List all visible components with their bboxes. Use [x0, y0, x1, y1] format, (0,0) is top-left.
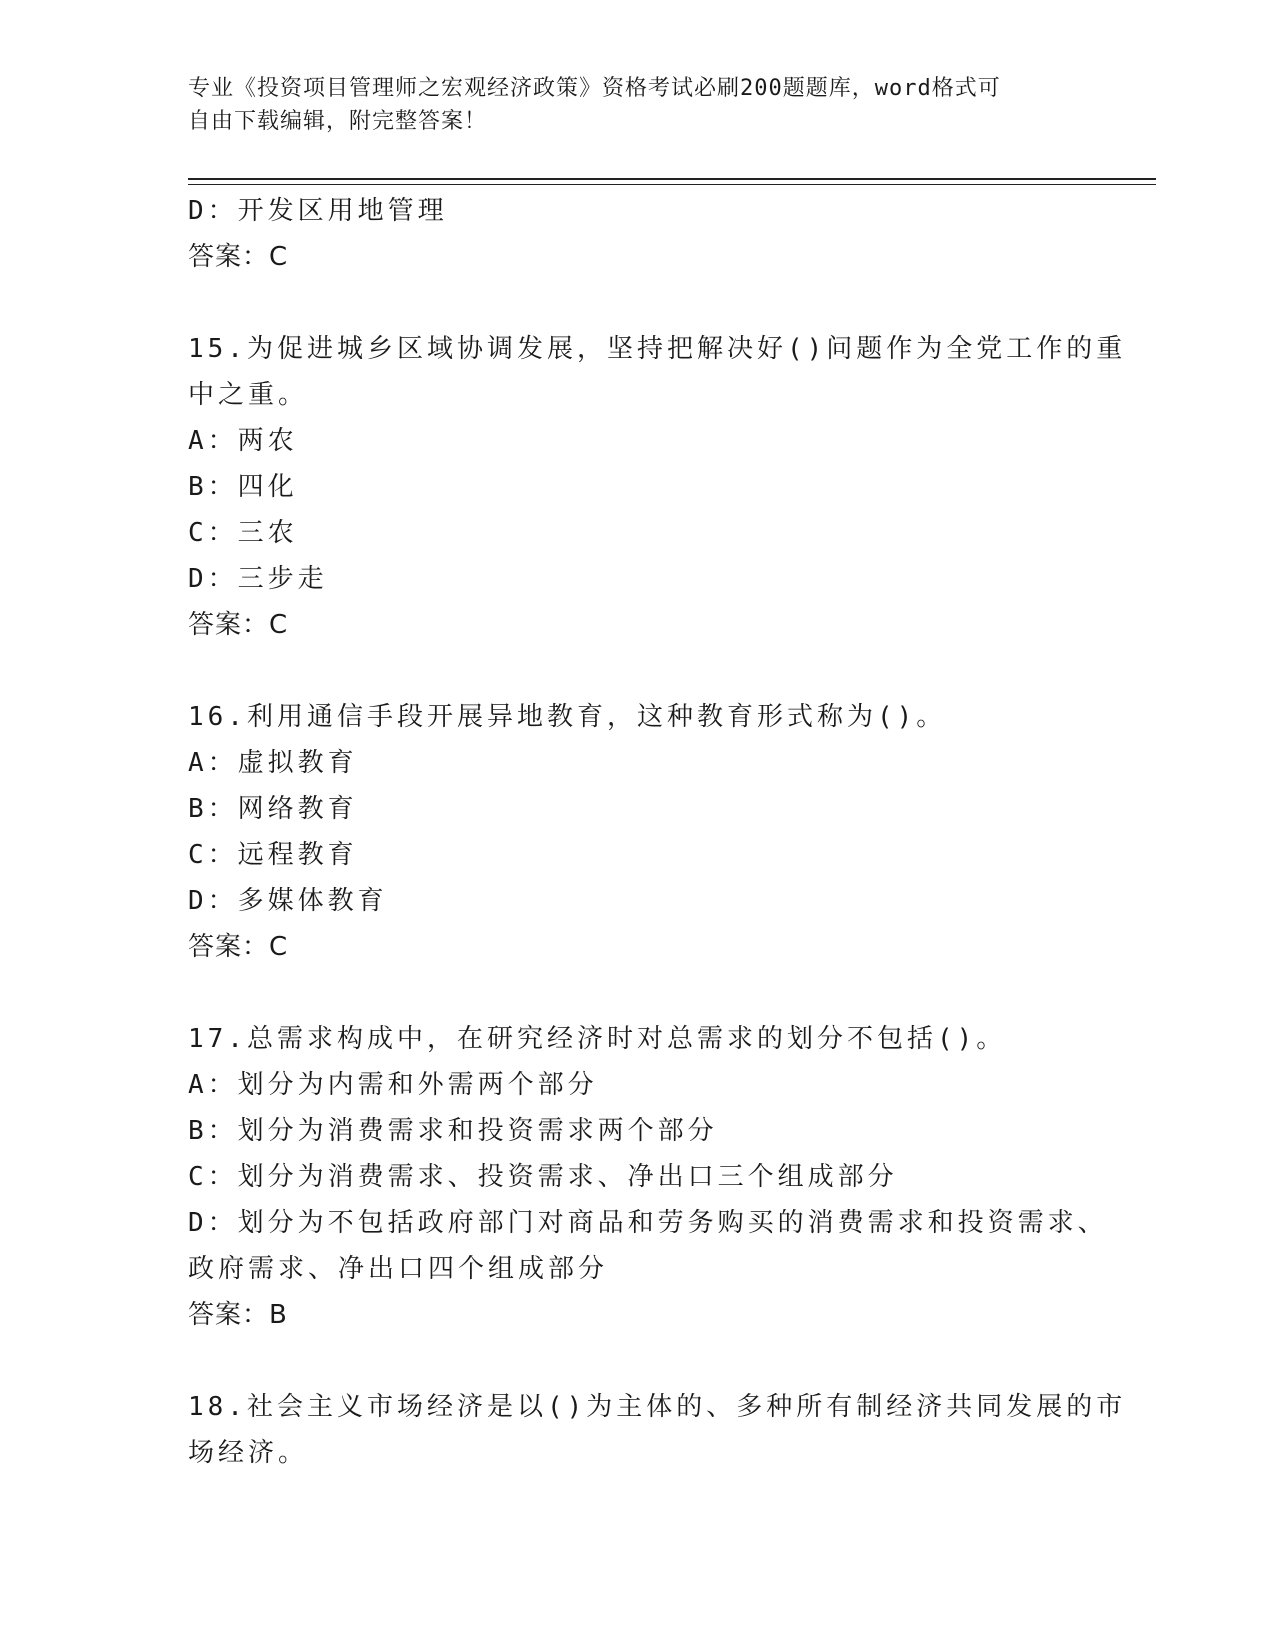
question-text: 15.为促进城乡区域协调发展，坚持把解决好()问题作为全党工作的重 — [188, 334, 1127, 364]
question-text-cont: 中之重。 — [188, 380, 309, 410]
answer: 答案：B — [188, 1300, 288, 1330]
option-b: B：划分为消费需求和投资需求两个部分 — [188, 1116, 718, 1146]
spacer — [188, 648, 1088, 694]
question-16 — [188, 694, 1088, 970]
option-d: D：三步走 — [188, 564, 328, 594]
spacer — [188, 280, 1088, 326]
document-header — [188, 72, 1088, 138]
option-a: A：虚拟教育 — [188, 748, 358, 778]
question-text: 17.总需求构成中，在研究经济时对总需求的划分不包括()。 — [188, 1024, 1007, 1054]
option-a: A：两农 — [188, 426, 298, 456]
answer: 答案：C — [188, 932, 289, 962]
option-b: B：四化 — [188, 472, 298, 502]
spacer — [188, 1338, 1088, 1384]
question-18 — [188, 1384, 1127, 1476]
question-17 — [188, 1016, 1108, 1338]
option-c: C：划分为消费需求、投资需求、净出口三个组成部分 — [188, 1162, 898, 1192]
option-c: C：三农 — [188, 518, 298, 548]
option-b: B：网络教育 — [188, 794, 358, 824]
answer: 答案：C — [188, 242, 289, 272]
question-content — [188, 188, 1127, 1476]
header-rule-thick — [188, 178, 1156, 180]
question-text-cont: 场经济。 — [188, 1438, 309, 1468]
answer: 答案：C — [188, 610, 289, 640]
option-d: D：划分为不包括政府部门对商品和劳务购买的消费需求和投资需求、 — [188, 1208, 1108, 1238]
option-d: D：多媒体教育 — [188, 886, 388, 916]
option-a: A：划分为内需和外需两个部分 — [188, 1070, 598, 1100]
header-line-1: 专业《投资项目管理师之宏观经济政策》资格考试必刷200题题库，word格式可 — [188, 76, 1001, 101]
question-text: 16.利用通信手段开展异地教育，这种教育形式称为()。 — [188, 702, 947, 732]
header-line-2: 自由下载编辑，附完整答案！ — [188, 109, 488, 134]
header-rule-thin — [188, 184, 1156, 185]
question-text: 18.社会主义市场经济是以()为主体的、多种所有制经济共同发展的市 — [188, 1392, 1127, 1422]
question-15 — [188, 326, 1127, 648]
spacer — [188, 970, 1088, 1016]
option-d: D：开发区用地管理 — [188, 196, 448, 226]
option-c: C：远程教育 — [188, 840, 358, 870]
option-d-cont: 政府需求、净出口四个组成部分 — [188, 1254, 609, 1284]
